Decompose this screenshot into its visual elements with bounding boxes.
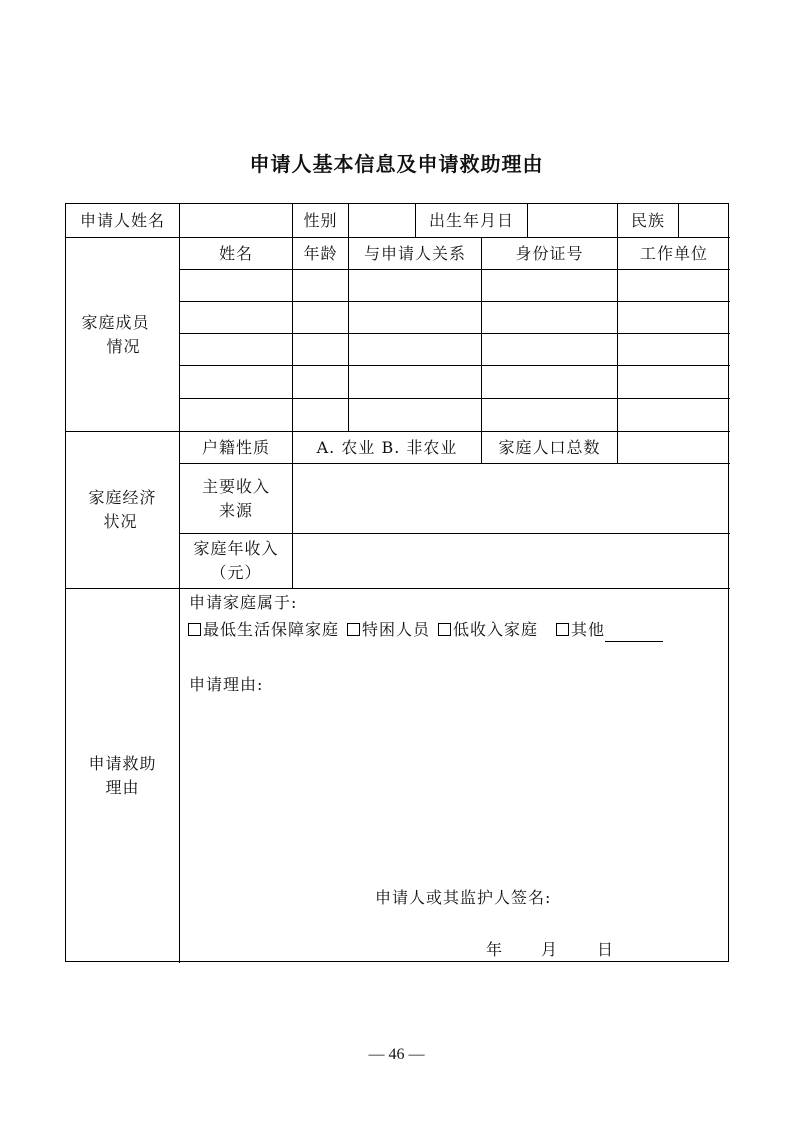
row-line [179, 365, 730, 366]
option-other[interactable] [556, 620, 605, 639]
income-source-label [180, 464, 292, 533]
col-header-workplace: 工作单位 [639, 243, 708, 263]
family-category-options [188, 618, 663, 642]
population-label: 家庭人口总数 [498, 437, 601, 457]
date-month-label: 月 [541, 940, 558, 959]
col-header-name: 姓名 [218, 243, 253, 263]
applicant-name-label: 申请人姓名 [79, 210, 165, 230]
birth-date-field[interactable] [528, 204, 617, 237]
annual-income-label [180, 534, 292, 588]
income-source-line1: 主要收入 [201, 476, 270, 496]
option-label: 特困人员 [362, 620, 431, 639]
option-min-living[interactable] [188, 620, 339, 639]
checkbox-icon [188, 623, 201, 636]
family-label-line2: 情况 [106, 336, 141, 356]
page-title: 申请人基本信息及申请救助理由 [249, 152, 544, 176]
row-line [179, 301, 730, 302]
reason-label: 申请理由: [189, 675, 264, 694]
birth-date-label: 出生年月日 [428, 210, 514, 230]
col-line [617, 237, 618, 463]
economy-label-line1: 家庭经济 [88, 488, 157, 507]
col-header-id-number: 身份证号 [515, 243, 584, 263]
row-line [179, 269, 730, 270]
household-type-label: 户籍性质 [201, 437, 270, 457]
row-line [179, 398, 730, 399]
option-label: 其他 [571, 620, 606, 639]
col-header-age: 年龄 [303, 243, 338, 263]
economy-section-label [66, 432, 179, 588]
row-line [179, 333, 730, 334]
family-members-section-label [66, 238, 179, 431]
page-number: — 46 — [368, 1046, 425, 1063]
signature-field[interactable] [446, 912, 596, 936]
checkbox-icon [556, 623, 569, 636]
option-label: 低收入家庭 [453, 620, 539, 639]
application-form-table [65, 203, 729, 962]
reason-label-line2: 理由 [105, 778, 140, 797]
ethnicity-field[interactable] [679, 204, 730, 237]
gender-field[interactable] [349, 204, 415, 237]
col-header-relation: 与申请人关系 [363, 243, 466, 263]
reason-section-label [66, 589, 179, 963]
date-year-label: 年 [486, 940, 503, 959]
income-source-field[interactable] [293, 464, 730, 533]
applicant-name-field[interactable] [180, 204, 292, 237]
economy-label-line2: 状况 [103, 512, 138, 531]
other-blank-line[interactable] [605, 623, 663, 642]
income-source-line2: 来源 [218, 500, 253, 520]
option-extreme-poverty[interactable] [347, 620, 430, 639]
signature-label: 申请人或其监护人签名: [375, 888, 552, 907]
col-line [481, 237, 482, 463]
annual-income-line2: （元） [210, 563, 262, 582]
annual-income-field[interactable] [293, 534, 730, 588]
family-label-line1: 家庭成员 [81, 312, 150, 332]
annual-income-line1: 家庭年收入 [193, 539, 279, 558]
option-low-income[interactable] [438, 620, 538, 639]
household-type-options[interactable]: A. 农业 B. 非农业 [316, 437, 458, 457]
date-day-label: 日 [597, 940, 614, 959]
option-label: 最低生活保障家庭 [203, 620, 340, 639]
ethnicity-label: 民族 [630, 210, 665, 230]
population-field[interactable] [618, 432, 730, 463]
reason-label-line1: 申请救助 [88, 754, 157, 773]
checkbox-icon [438, 623, 451, 636]
family-category-label: 申请家庭属于: [189, 593, 298, 612]
checkbox-icon [347, 623, 360, 636]
reason-text-area[interactable] [189, 698, 719, 868]
gender-label: 性别 [303, 210, 338, 230]
